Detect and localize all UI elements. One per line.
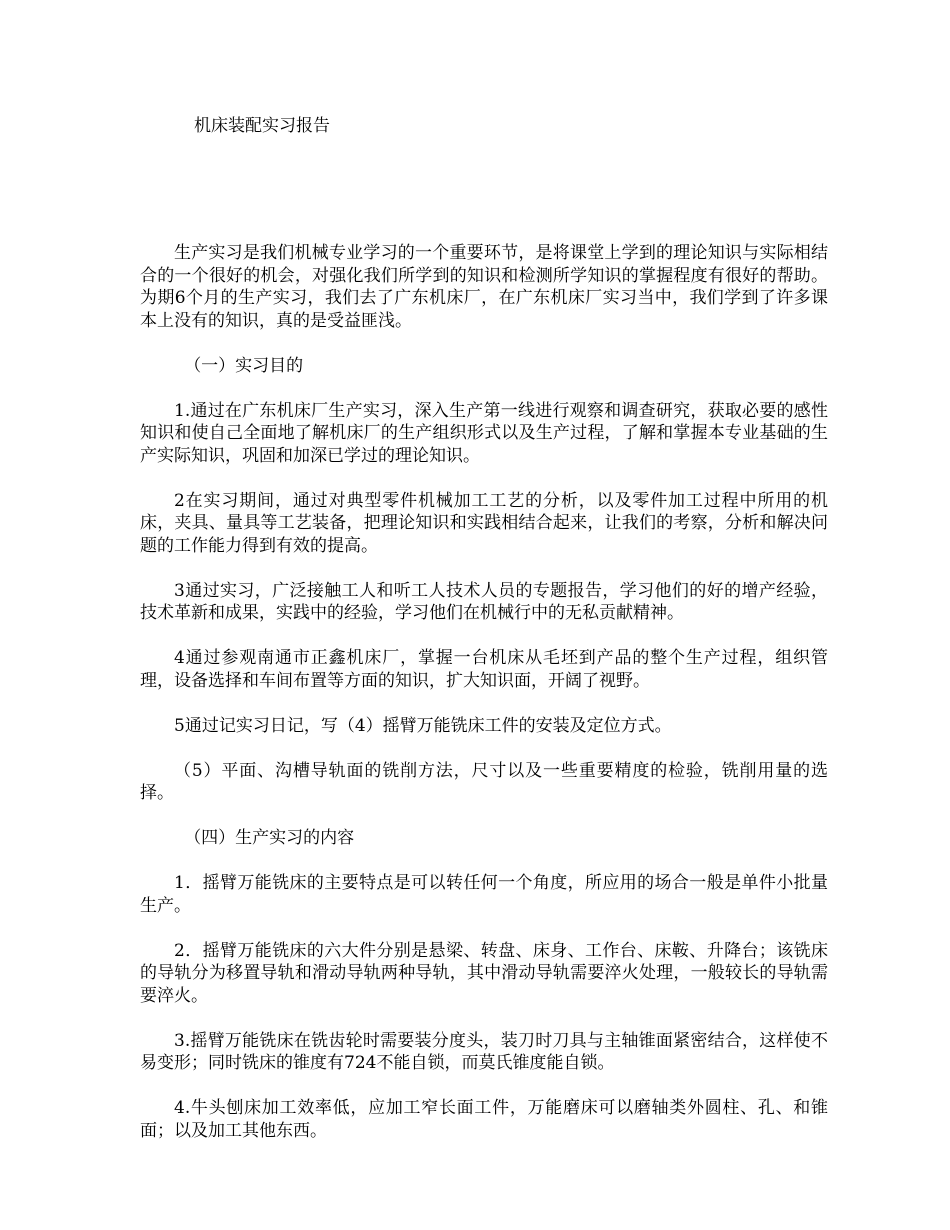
document-title: 机床装配实习报告 bbox=[194, 116, 330, 136]
purpose-item-4: 4通过参观南通市正鑫机床厂，掌握一台机床从毛坯到产品的整个生产过程，组织管理，设备选择和车间布置等方面的知识，扩大知识面，开阔了视野。 bbox=[140, 648, 828, 691]
purpose-item-3: 3通过实习，广泛接触工人和听工人技术人员的专题报告，学习他们的好的增产经验，技术革新和成果，实践中的经验，学习他们在机械行中的无私贡献精神。 bbox=[140, 580, 828, 623]
purpose-item-1: 1.通过在广东机床厂生产实习，深入生产第一线进行观察和调查研究，获取必要的感性知识和使自己全面地了解机床厂的生产组织形式以及生产过程，了解和掌握本专业基础的生产实际知识，巩固和加深已学过的理论知识。 bbox=[140, 400, 828, 466]
intro-paragraph: 生产实习是我们机械专业学习的一个重要环节，是将课堂上学到的理论知识与实际相结合的一个很好的机会，对强化我们所学到的知识和检测所学知识的掌握程度有很好的帮助。为期6个月的生产实习，我们去了广东机床厂，在广东机床厂实习当中，我们学到了许多课本上没有的知识，真的是受益匪浅。 bbox=[140, 243, 828, 331]
document-body bbox=[140, 242, 828, 1165]
purpose-item-5-continued: （5）平面、沟槽导轨面的铣削方法，尺寸以及一些重要精度的检验，铣削用量的选择。 bbox=[140, 760, 828, 803]
content-item-4: 4.牛头刨床加工效率低，应加工窄长面工件，万能磨床可以磨轴类外圆柱、孔、和锥面；以及加工其他东西。 bbox=[140, 1098, 828, 1141]
content-item-1: 1．摇臂万能铣床的主要特点是可以转任何一个角度，所应用的场合一般是单件小批量生产。 bbox=[140, 873, 828, 916]
purpose-item-5: 5通过记实习日记，写（4）摇臂万能铣床工件的安装及定位方式。 bbox=[174, 715, 672, 736]
section-heading-purpose: （一）实习目的 bbox=[184, 355, 304, 376]
content-item-2: 2．摇臂万能铣床的六大件分别是悬梁、转盘、床身、工作台、床鞍、升降台；该铣床的导轨分为移置导轨和滑动导轨两种导轨，其中滑动导轨需要淬火处理，一般较长的导轨需要淬火。 bbox=[140, 940, 828, 1006]
section-heading-content: （四）生产实习的内容 bbox=[184, 828, 355, 848]
purpose-item-2: 2在实习期间，通过对典型零件机械加工工艺的分析，以及零件加工过程中所用的机床，夹具、量具等工艺装备，把理论知识和实践相结合起来，让我们的考察，分析和解决问题的工作能力得到有效的提高。 bbox=[140, 490, 828, 556]
content-item-3: 3.摇臂万能铣床在铣齿轮时需要装分度头，装刀时刀具与主轴锥面紧密结合，这样使不易变形；同时铣床的锥度有724不能自锁，而莫氏锥度能自锁。 bbox=[140, 1030, 828, 1073]
